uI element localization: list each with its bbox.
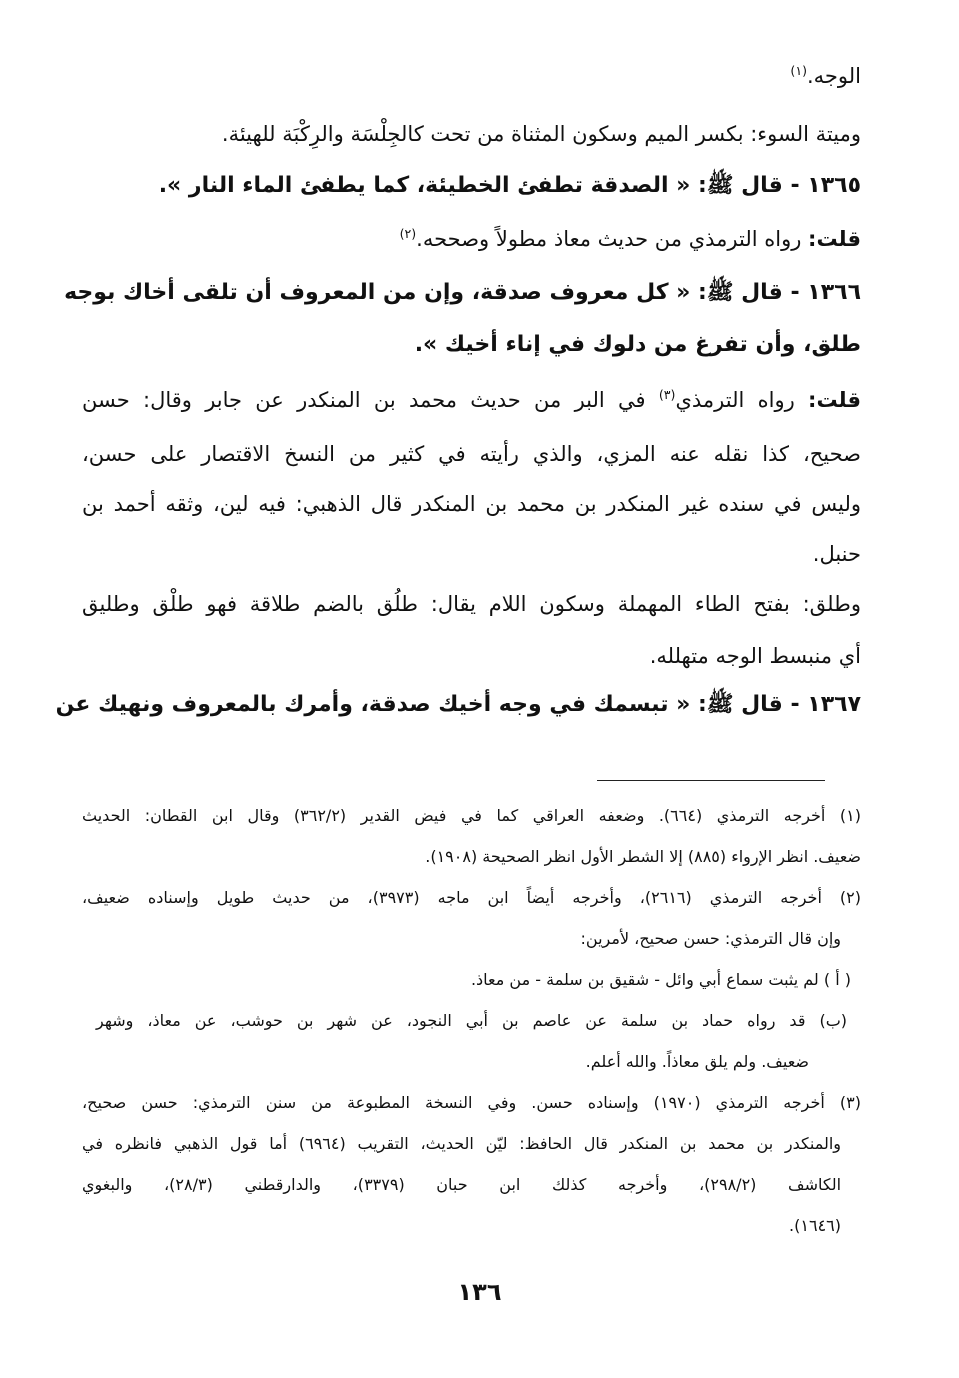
- hadith-1367: ١٣٦٧ - قال ﷺ: « تبسمك في وجه أخيك صدقة، وأمرك بالمعروف ونهيك عن: [55, 692, 861, 717]
- body-line-11: وطلق: بفتح الطاء المهملة وسكون اللام يقال: طلُق بالضم طلاقة فهو طلْق وطليق: [82, 592, 861, 616]
- footnote-ref-1: (١): [790, 63, 807, 78]
- footnote-1-line-2: ضعيف. انظر الإرواء (٨٨٥) إلا الشطر الأول انظر الصحيحة (١٩٠٨).: [425, 847, 861, 866]
- page-number: ١٣٦: [457, 1278, 502, 1306]
- hadith-1366-line-1: ١٣٦٦ - قال ﷺ: « كل معروف صدقة، وإن من المعروف أن تلقى أخاك بوجه: [64, 280, 861, 305]
- footnote-ref-2: (٢): [399, 226, 417, 241]
- footnote-3-line-2: والمنكدر بن محمد بن المنكدر قال الحافظ: ليّن الحديث، التقريب (٦٩٦٤) أما قول الذهبي فانظره في: [82, 1134, 842, 1153]
- body-line-1: [82, 62, 861, 91]
- body-line-12: أي منبسط الوجه متهلله.: [649, 644, 861, 668]
- body-line-2: وميتة السوء: بكسر الميم وسكون المثناة من تحت كالجِلْسَة والرِكْبَة للهيئة.: [221, 122, 861, 146]
- body-line-10: حنبل.: [812, 542, 861, 566]
- footnote-2-line-3: ( أ ) لم يثبت سماع أبي وائل - شقيق بن سلمة - من معاذ.: [470, 970, 851, 989]
- footnote-2-line-1: (٢) أخرجه الترمذي (٢٦١٦)، وأخرجه أيضاً ابن ماجه (٣٩٧٣)، من حديث طويل وإسناده ضعيف،: [82, 888, 862, 907]
- footnote-2-line-5: ضعيف. ولم يلق معاذاً. والله أعلم.: [585, 1052, 809, 1071]
- qultu-label: قلت:: [808, 388, 861, 412]
- body-line-9: وليس في سنده غير المنكدر بن محمد بن المنكدر قال الذهبي: فيه لين، وثقه أحمد بن: [82, 492, 861, 516]
- footnote-3-line-4: (١٦٤٦).: [789, 1216, 841, 1235]
- body-line-7-text-b: في البر من حديث محمد بن المنكدر عن جابر وقال: حسن: [82, 388, 659, 412]
- hadith-1365: ١٣٦٥ - قال ﷺ: « الصدقة تطفئ الخطيئة، كما يطفئ الماء النار ».: [158, 173, 861, 198]
- footnote-separator: [597, 780, 825, 781]
- body-line-4: [82, 225, 861, 254]
- footnote-2-line-4: (ب) قد رواه حماد بن سلمة عن عاصم بن أبي النجود، عن شهر بن حوشب، عن معاذ، وشهر: [96, 1011, 847, 1030]
- footnote-2-line-2: وإن قال الترمذي: حسن صحيح، لأمرين:: [580, 929, 841, 948]
- body-line-1-text: الوجه.: [807, 64, 861, 88]
- qultu-label: قلت:: [808, 227, 861, 251]
- body-line-8: صحيح، كذا نقله عنه المزي، والذي رأيته في كثير من النسخ الاقتصار على حسن،: [82, 442, 861, 466]
- hadith-1366-line-2: طلق، وأن تفرغ من دلوك في إناء أخيك ».: [414, 332, 861, 357]
- body-line-4-text: رواه الترمذي من حديث معاذ مطولاً وصححه.: [416, 227, 809, 251]
- body-line-7: [82, 386, 861, 415]
- footnote-3-line-3: الكاشف (٢٩٨/٢)، وأخرجه كذلك ابن حبان (٣٣٧٩)، والدارقطني (٢٨/٣)، والبغوي: [82, 1175, 842, 1194]
- footnote-ref-3: (٣): [658, 387, 676, 402]
- footnote-1-line-1: (١) أخرجه الترمذي (٦٦٤). وضعفه العراقي كما في فيض القدير (٣٦٢/٢) وقال ابن القطان: الحديث: [82, 806, 862, 825]
- body-line-7-text-a: رواه الترمذي: [675, 388, 809, 412]
- footnote-3-line-1: (٣) أخرجه الترمذي (١٩٧٠) وإسناده حسن. وفي النسخة المطبوعة من سنن الترمذي: حسن صحيح،: [82, 1093, 862, 1112]
